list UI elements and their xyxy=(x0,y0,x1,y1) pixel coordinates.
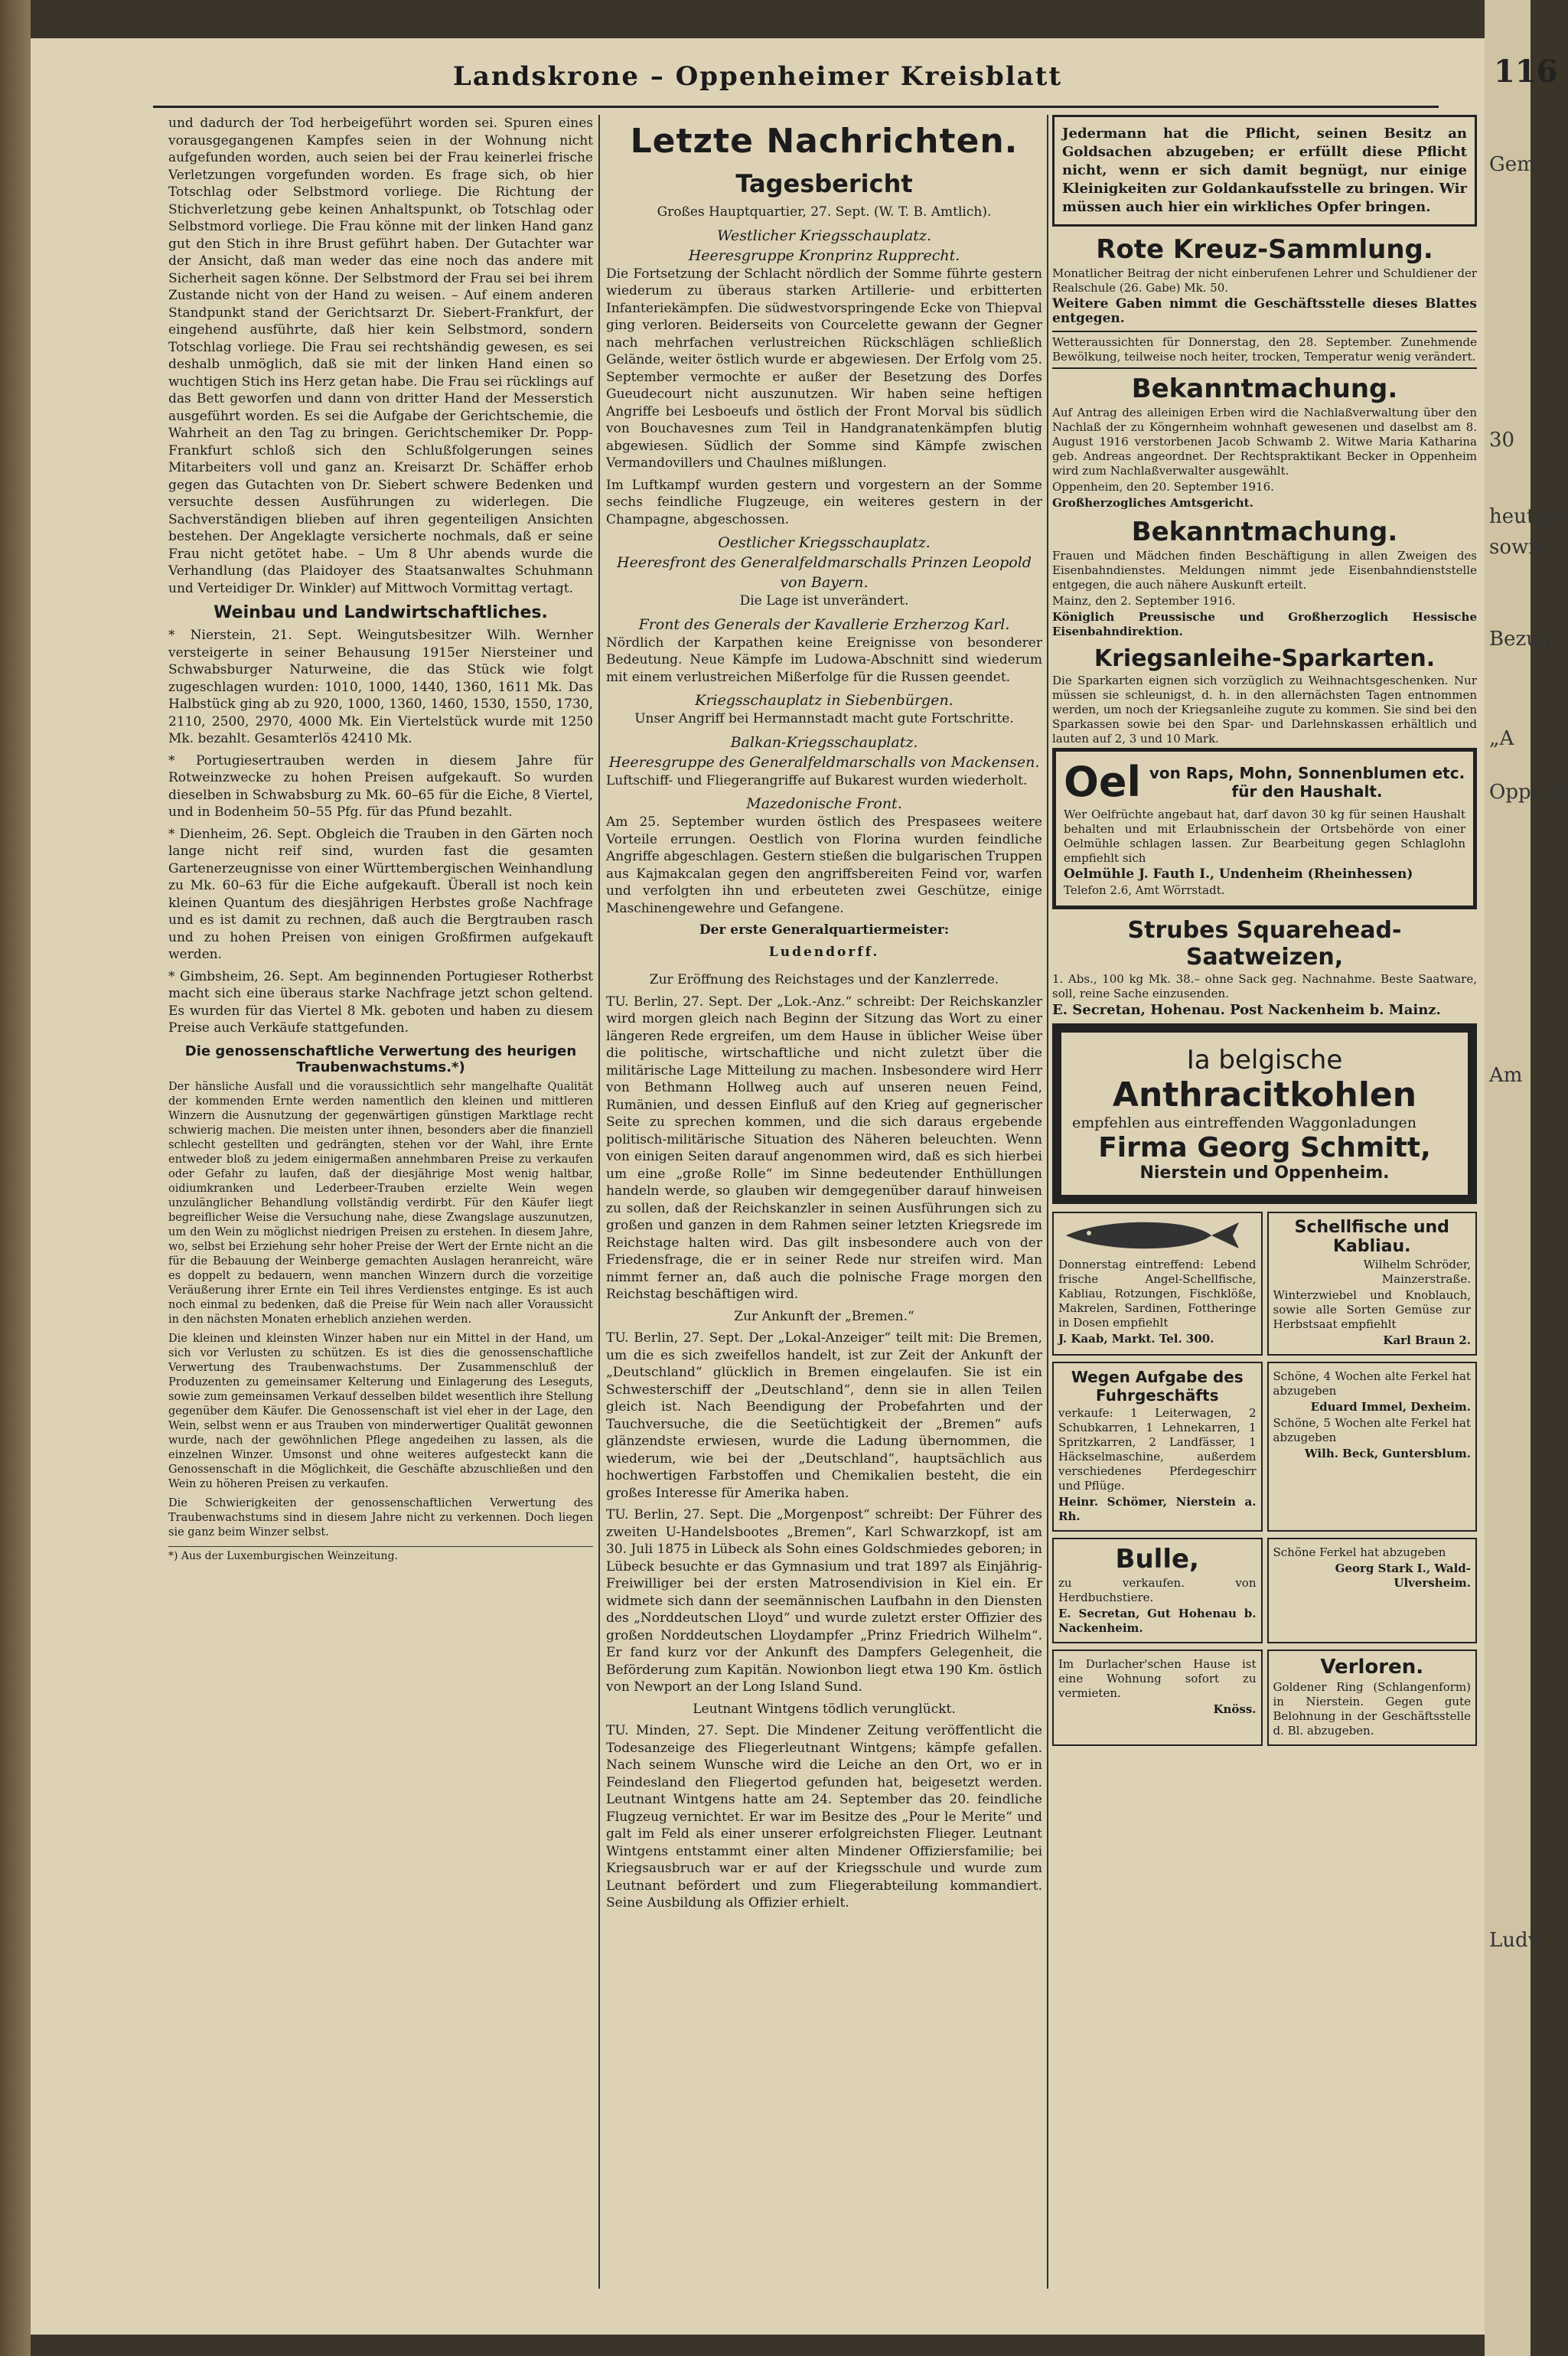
oil-subtitle: von Raps, Mohn, Sonnenblumen etc. für den Haushalt. xyxy=(1149,763,1465,801)
article-text: Die Fortsetzung der Schlacht nördlich der Somme führte gestern wiederum zu überaus starken Artillerie- und erbitterten Infanteriekämpfen. Die südwestvorspringende Ecke von Thiepval ging verloren. Beiderseits von Courcelette gewann der Gegner nach mehrfachen verlustreichen Rückschlägen schließlich Gelände, weiter östlich wurde er abgewiesen. Der Erfolg vom 25. September vermochte er außer der Besetzung des Dorfes Gueudecourt nicht auszunutzen. Wir haben seine heftigen Angriffe bei Lesboeufs und östlich der Front Morval bis südlich von Bouchavesnes zum Teil in Handgranatenkämpfen blutig abgewiesen. Südlich der Somme sind Kämpfe zwischen Vermandovillers und Chaulnes mißlungen. xyxy=(606,266,1042,471)
war-bond-text: Die Sparkarten eignen sich vorzüglich zu Weihnachtsgeschenken. Nur müssen sie schleunigst, d. h. in den allernächsten Tagen entnommen werden, um noch der Kriegsanleihe zugute zu kommen. Sie sind bei den Sparkassen sowie bei den Spar- und Darlehnskassen erhältlich und lauten auf 2, 3 und 10 Mark. xyxy=(1052,674,1477,746)
coal-text: empfehlen aus eintreffenden Waggonladungen xyxy=(1072,1114,1416,1131)
red-cross-title: Rote Kreuz-Sammlung. xyxy=(1096,234,1433,265)
fish2-ad xyxy=(1267,1212,1478,1356)
piglet-ads xyxy=(1267,1362,1478,1532)
subheading: Balkan-Kriegsschauplatz. xyxy=(730,733,918,751)
subheading: Oestlicher Kriegsschauplatz. xyxy=(718,534,931,551)
fish-text: Donnerstag eintreffend: Lebend frische Angel-Schellfische, Kabliau, Rotzungen, Fischklöße, Makrelen, Sardinen, Fottheringe in Dosen empfiehlt xyxy=(1058,1258,1257,1330)
piglet-text: Schöne Ferkel hat abzugeben xyxy=(1273,1545,1446,1559)
sale-title: Wegen Aufgabe des Fuhrgeschäfts xyxy=(1071,1368,1244,1405)
article-text: Nördlich der Karpathen keine Ereignisse von besonderer Bedeutung. Neue Kämpfe im Ludowa-Abschnitt sind wiederum mit einem verlustreichen Mißerfolge für die Russen geendet. xyxy=(606,635,1042,685)
article-heading: Leutnant Wintgens tödlich verunglückt. xyxy=(693,1701,956,1717)
edge-fragment: Bezug xyxy=(1489,628,1552,651)
subheading: Heeresgruppe Kronprinz Rupprecht. xyxy=(688,246,960,264)
report-title: Tagesbericht xyxy=(735,169,913,198)
lost-ad xyxy=(1267,1650,1478,1746)
article-text: TU. Minden, 27. Sept. Die Mindener Zeitung veröffentlicht die Todesanzeige des Fliegerleutnant Wintgens; kämpfe gefallen. Nach seinem Wunsche wird die Leiche an den Ort, wo er in Feindesland den Fliegertod gefunden hat, beigesetzt werden. Leutnant Wintgens hatte am 24. September das 20. feindliche Flugzeug vernichtet. Er war im Besitze des „Pour le Merite“ und galt im Feld als einer unserer erfolgreichsten Flieger. Leutnant Wintgens entstammt einer alten Mindener Offiziersfamilie; bei Kriegsausbruch war er auf der Kriegsschule und wurde zum Leutnant befördert und zum Fliegerabteilung kommandiert. Seine Ausbildung als Offizier erhielt. xyxy=(606,1723,1042,1911)
apartment-firm: Knöss. xyxy=(1213,1702,1257,1716)
gold-appeal-box xyxy=(1052,115,1477,227)
edge-fragment: Am xyxy=(1489,1064,1523,1087)
bull-text: zu verkaufen. von Herdbuchstiere. xyxy=(1058,1576,1257,1604)
oil-firm: Oelmühle J. Fauth I., Undenheim (Rheinhessen) xyxy=(1064,866,1413,882)
piglet-firm: Georg Stark I., Wald-Ulversheim. xyxy=(1335,1561,1471,1590)
article-text: Die kleinen und kleinsten Winzer haben nur ein Mittel in der Hand, um sich vor Verlusten zu schützen. Es ist dies die genossenschaftliche Verwertung des Traubenwachstums. Der Zusammenschluß der Produzenten zu gemeinsamer Kelterung und Einlagerung des Leseguts, sowie zum gemeinsamen Verkauf desselben bildet wesentlich ihre Stellung gegenüber dem Käufer. Die Genossenschaft ist viel eher in der Lage, den Wein, selbst wenn er aus Trauben von minderwertiger Qualität gewonnen wurde, nach der gewöhnlichen Pflege angedeihen zu lassen, als die einzelnen Winzer. Umsonst und ohne weiteres aufgesteckt kann die Genossenschaft in die Möglichkeit, die Geschäfte abzuschließen und den Wein zu höheren Preisen zu verkaufen. xyxy=(168,1332,593,1490)
edge-fragment: sowie xyxy=(1489,536,1547,559)
masthead-rule xyxy=(153,106,1439,108)
war-bond-title: Kriegsanleihe-Sparkarten. xyxy=(1094,645,1436,672)
article-text: Unser Angriff bei Hermannstadt macht gute Fortschritte. xyxy=(634,711,1014,726)
section-heading: Weinbau und Landwirtschaftliches. xyxy=(214,603,548,622)
notice-signature: Königlich Preussische und Großherzoglich Hessische Eisenbahndirektion. xyxy=(1052,610,1477,638)
bull-title: Bulle, xyxy=(1115,1544,1199,1574)
sale-text: verkaufe: 1 Leiterwagen, 2 Schubkarren, 1 Lehnekarren, 1 Spritzkarren, 2 Landfässer, 1 Häckselmaschine, außerdem verschiedenes Pferdegeschirr und Pflüge. xyxy=(1058,1406,1257,1493)
oil-title: Oel xyxy=(1064,758,1142,806)
oil-phone: Telefon 2.6, Amt Wörrstadt. xyxy=(1064,883,1225,897)
fish2-firm: Wilhelm Schröder, Mainzerstraße. xyxy=(1363,1258,1471,1286)
piglet-text: Schöne, 5 Wochen alte Ferkel hat abzugeben xyxy=(1273,1416,1471,1444)
article-text: Der hänsliche Ausfall und die voraussichtlich sehr mangelhafte Qualität der kommenden Ernte werden namentlich den kleinen und mittleren Winzern die Ausnutzung der gegenwärtigen günstigen Marktlage recht schwierig machen. Die meisten unter ihnen, besonders aber die finanziell schlecht gestellten und gedrängten, stehen vor der Wahl, ihre Ernte entweder bloß zu jedem einigermaßen annehmbaren Preise zu verkaufen oder Gefahr zu laufen, daß der diesjährige Most wenig haltbar, oidiumkranken und Lederbeer-Trauben erzielte Wein wegen unzulänglicher Behandlung vollständig verdirbt. Für den Käufer liegt begreiflicher Weise die Versuchung nahe, diese Zwangslage auszunutzen, um den Wein zu möglichst niedrigen Preisen zu erstehen. In diesem Jahre, wo, selbst bei Erziehung sehr hoher Preise der Wert der Ernte nicht an die für die Bebauung der Weinberge gemachten Auslagen heranreicht, wäre es doppelt zu bedauern, wenn manchen Winzern durch die vorzeitige Veräußerung ihrer Ernte ein Teil ihres Verdienstes entginge. Es ist auch noch einmal zu bedenken, daß die Preise für Wein nach aller Voraussicht in den nächsten Monaten erheblich anziehen werden. xyxy=(168,1080,593,1326)
notice-title: Bekanntmachung. xyxy=(1131,517,1398,547)
dateline: Großes Hauptquartier, 27. Sept. (W. T. B. Amtlich). xyxy=(657,204,992,220)
article-text: Luftschiff- und Fliegerangriffe auf Bukarest wurden wiederholt. xyxy=(606,772,1028,788)
notice-date: Oppenheim, den 20. September 1916. xyxy=(1052,480,1274,494)
winter-firm: Karl Braun 2. xyxy=(1383,1333,1471,1347)
edge-fragment: 30 xyxy=(1489,429,1515,452)
sale-ad xyxy=(1052,1362,1263,1532)
notice-date: Mainz, den 2. September 1916. xyxy=(1052,594,1236,608)
lost-text: Goldener Ring (Schlangenform) in Nierstein. Gegen gute Belohnung in der Geschäftsstelle d. Bl. abzugeben. xyxy=(1273,1680,1471,1738)
coal-firm: Firma Georg Schmitt, xyxy=(1098,1132,1431,1163)
article-text: Im Luftkampf wurden gestern und vorgestern an der Somme sechs feindliche Flugzeuge, ein weiteres gestern in der Champagne, abgeschossen. xyxy=(606,477,1042,527)
apartment-ad xyxy=(1052,1650,1263,1746)
small-ads-row xyxy=(1052,1650,1477,1752)
piglet-firm: Wilh. Beck, Guntersblum. xyxy=(1304,1447,1471,1460)
apartment-text: Im Durlacher'schen Hause ist eine Wohnung sofort zu vermieten. xyxy=(1058,1657,1257,1700)
subheading: Kriegsschauplatz in Siebenbürgen. xyxy=(695,692,954,709)
small-ads-row xyxy=(1052,1538,1477,1650)
red-cross-more: Weitere Gaben nimmt die Geschäftsstelle dieses Blattes entgegen. xyxy=(1052,296,1477,326)
newspaper-page xyxy=(31,38,1485,2335)
edge-fragment: heutige xyxy=(1489,505,1566,528)
article-heading: Zur Eröffnung des Reichstages und der Kanzlerrede. xyxy=(649,972,999,987)
footnote: *) Aus der Luxemburgischen Weinzeitung. xyxy=(168,1546,593,1562)
small-ads-row xyxy=(1052,1362,1477,1538)
subheading: Westlicher Kriegsschauplatz. xyxy=(717,227,931,244)
column-2 xyxy=(606,115,1042,2304)
notice-text: Auf Antrag des alleinigen Erben wird die Nachlaßverwaltung über den Nachlaß der zu Köngernheim wohnhaft gewesenen und daselbst am 8. August 1916 verstorbenen Jacob Schwamb 2. Witwe Maria Katharina geb. Andreas angeordnet. Der Rechtspraktikant Becker in Oppenheim wird zum Nachlaßverwalter ausgewählt. xyxy=(1052,406,1477,478)
seed-firm: E. Secretan, Hohenau. Post Nackenheim b. Mainz. xyxy=(1052,1002,1441,1018)
article-text: Die Lage ist unverändert. xyxy=(739,593,909,609)
article-text: * Dienheim, 26. Sept. Obgleich die Trauben in den Gärten noch lange nicht reif sind, wurden fast die gesamten Gartenerzeugnisse von einer Württembergischen Weinhandlung zu Mk. 60–63 für die Eiche aufgekauft. Überall ist noch kein kleinen Quantum des diesjährigen Herbstes große Nachfrage und es ist damit zu rechnen, daß auch die Bergtrauben rasch und zu hohen Preisen von einigen Großfirmen aufgekauft werden. xyxy=(168,826,593,962)
masthead: Landskrone – Oppenheimer Kreisblatt xyxy=(452,61,1063,92)
article-text: TU. Berlin, 27. Sept. Die „Morgenpost“ schreibt: Der Führer des zweiten U-Handelsbootes „Bremen“, Karl Schwarzkopf, ist am 30. Juli 1875 in Lübeck als Sohn eines Goldschmiedes geboren; in Lübeck besuchte er das Gymnasium und trat 1897 als Einjährig-Freiwilliger bei der ersten Matrosendivision in Kiel ein. Er widmete sich dann der seemännischen Laufbahn in den Diensten des „Norddeutschen Lloyd“ und wurde zuletzt erster Offizier des großen Norddeutschen Lloydampfer „Prinz Friedrich Wilhelm“. Er fand kurz vor der Ankunft des Dampfers Gelegenheit, die Beförderung zum Kapitän. Nowionbon liegt etwa 190 Km. östlich von Newport an der Long Island Sund. xyxy=(606,1507,1042,1695)
article-text: * Portugiesertrauben werden in diesem Jahre für Rotweinzwecke zu hohen Preisen aufgekauft. So wurden dieselben in Schwabsburg zu Mk. 60–65 für die Eiche, 8 Viertel, und in Bodenheim 50–55 Pfg. für das Pfund bezahlt. xyxy=(168,752,593,820)
coal-grade: Ia belgische xyxy=(1186,1045,1343,1075)
bull-firm: E. Secretan, Gut Hohenau b. Nackenheim. xyxy=(1058,1607,1257,1635)
article-text: TU. Berlin, 27. Sept. Der „Lokal-Anzeiger“ teilt mit: Die Bremen, um die es sich zweifellos handelt, ist zur Zeit der Ankunft der „Deutschland“ glücklich in Bremen eingelaufen. Sie ist ein Schwesterschiff der „Deutschland“, denn sie in allen Teilen gleich ist. Nach Beendigung der Probefahrten und der Tauchversuche, die die Seetüchtigkeit der „Bremen“ aufs glänzendste erwiesen, wurde die Ladung übernommen, die wiederum, wie bei der „Deutschland“, hauptsächlich aus hochwertigen Farbstoffen und Chemikalien besteht, die ein großes Interesse für Amerika haben. xyxy=(606,1330,1042,1501)
seed-text: 1. Abs., 100 kg Mk. 38.– ohne Sack geg. Nachnahme. Beste Saatware, soll, reine Sache einzusenden. xyxy=(1052,972,1477,1000)
notice-title: Bekanntmachung. xyxy=(1131,374,1398,404)
article-text: Die Schwierigkeiten der genossenschaftlichen Verwertung des Traubenwachstums sind in diesem Jahre nicht zu verkennen. Doch liegen sie ganz beim Winzer selbst. xyxy=(168,1496,593,1539)
fish-ad xyxy=(1052,1212,1263,1356)
column-divider xyxy=(1047,115,1048,2289)
article-text: TU. Berlin, 27. Sept. Der „Lok.-Anz.“ schreibt: Der Reichskanzler wird morgen gleich nach Beginn der Sitzung das Wort zu einer längeren Rede ergreifen, um dem Hause in üblicher Weise über die politische, wirtschaftliche und nicht zuletzt über die militärische Lage Mitteilung zu machen. Insbesondere wird Herr von Bethmann Hollweg auch auf unseren neuen Feind, Rumänien, und dessen Einfluß auf den Krieg auf gegnerischer Seite zu sprechen kommen, und die sich daraus ergebende politisch-militärische Situation des Näheren beleuchten. Wenn von einigen Seiten darauf angenommen wird, daß es sich hierbei um eine „große Rolle“ im Sinne bedeutender Enthüllungen handeln werde, so glauben wir demgegenüber darauf hinweisen zu sollen, daß der Reichskanzler in seinen Ausführungen sich zu großen und ganzen in dem Rahmen seiner letzten Kriegsrede im Reichstage halten wird. Das gilt insbesondere auch von der Friedensfrage, die er in seiner Rede nur streifen wird. Man nimmt ferner an, daß auch die polnische Frage morgen den Reichstag beschäftigen wird. xyxy=(606,994,1042,1302)
coal-ad xyxy=(1052,1023,1477,1204)
subheading: Heeresfront des Generalfeldmarschalls Prinzen Leopold von Bayern. xyxy=(617,554,1032,591)
article-text: und dadurch der Tod herbeigeführt worden sei. Spuren eines vorausgegangenen Kampfes seien in der Wohnung nicht aufgefunden worden, auch seien bei der Frau keinerlei frische Verletzungen vorgefunden worden. Es frage sich, ob hier Totschlag oder Selbstmord vorliege. Die Richtung der Stichverletzung gebe keinen Anhaltspunkt, ob Totschlag oder Selbstmord vorliege. Die Frau könne mit der linken Hand ganz gut den Stich in ihre Brust geführt haben. Der Gutachter war der Ansicht, daß man weder das eine noch das andere mit Sicherheit sagen könne. Der Selbstmord der Frau sei bei ihrem Zustande nicht von der Hand zu weisen. – Auf einem anderen Standpunkt stand der Gerichtsarzt Dr. Siebert-Frankfurt, der eingehend ausführte, daß hier kein Selbstmord, sondern Totschlag vorliege. Die Frau sei rechtshändig gewesen, es sei deshalb unmöglich, daß sie mit der linken Hand einen so wuchtigen Stich ins Herz getan habe. Die Frau sei rücklings auf das Bett geworfen und dann von dritter Hand der Messerstich ausgeführt worden. Es sei die Aufgabe der Gerichtschemie, die Wahrheit an den Tag zu bringen. Gerichtschemiker Dr. Popp-Frankfurt schloß sich den Schlußfolgerungen seines Mitarbeiters voll und ganz an. Kreisarzt Dr. Schäffer erhob gegen das Gutachten von Dr. Siebert schwere Bedenken und versuchte dessen Ausführungen zu widerlegen. Die Sachverständigen blieben auf ihren gegenteiligen Ansichten bestehen. Der Angeklagte versicherte nochmals, daß er seine Frau nicht getötet habe. – Um 8 Uhr abends wurde die Verhandlung (das Plaidoyer des Staatsanwaltes Schuhmann und Verteidiger Dr. Winkler) auf Mittwoch Vormittag vertagt. xyxy=(168,116,593,596)
seed-title: Strubes Squarehead-Saatweizen, xyxy=(1127,917,1402,971)
edge-fragment: Oppenh xyxy=(1489,781,1568,804)
signature-name: Ludendorff. xyxy=(768,944,880,960)
column-1 xyxy=(168,115,593,2304)
coal-place: Nierstein und Oppenheim. xyxy=(1139,1163,1390,1183)
oil-ad xyxy=(1052,748,1477,909)
column-divider xyxy=(598,115,600,2289)
fish-firm: J. Kaab, Markt. Tel. 300. xyxy=(1058,1332,1214,1346)
oil-text: Wer Oelfrüchte angebaut hat, darf davon 30 kg für seinen Haushalt behalten und mit Erlaubnisschein der Ortsbehörde von einer Oelmühle schlagen lassen. Zur Bearbeitung gegen Schlaglohn empfiehlt sich xyxy=(1064,808,1465,865)
piglet3-ad xyxy=(1267,1538,1478,1643)
edge-fragment: Ludw xyxy=(1489,1929,1545,1952)
signature-line: Der erste Generalquartiermeister: xyxy=(699,922,950,938)
fish-icon xyxy=(1058,1218,1242,1253)
fish2-title: Schellfische und Kabliau. xyxy=(1294,1218,1449,1256)
subheading: Mazedonische Front. xyxy=(746,795,902,812)
news-title: Letzte Nachrichten. xyxy=(630,122,1019,161)
subheading: Heeresgruppe des Generalfeldmarschalls von Mackensen. xyxy=(608,753,1040,771)
notice-text: Frauen und Mädchen finden Beschäftigung in allen Zweigen des Eisenbahndienstes. Meldungen nimmt jede Eisenbahndienststelle entgegen, die auch nähere Auskunft erteilt. xyxy=(1052,549,1477,592)
article-text: Am 25. September wurden östlich des Prespasees weitere Vorteile errungen. Oestlich von Florina wurden feindliche Angriffe abgeschlagen. Gestern stießen die bulgarischen Truppen aus Kajmakcalan gegen den angriffsbereiten Feind vor, warfen und verfolgten ihn und erbeuteten zwei Geschütze, einige Maschinengewehre und Gefangene. xyxy=(606,814,1042,916)
page-number: 116 xyxy=(1494,54,1558,90)
article-text: * Nierstein, 21. Sept. Weingutsbesitzer Wilh. Wernher versteigerte in seiner Behausung 1915er Niersteiner und Schwabsburger Naturweine, die das Stück wie folgt zugeschlagen wurden: 1010, 1000, 1440, 1360, 1611 Mk. Das Halbstück ging ab zu 920, 1000, 1360, 1460, 1530, 1550, 1730, 2110, 2500, 2970, 4000 Mk. Ein Viertelstück wurde mit 1250 Mk. bezahlt. Gesamterlös 42410 Mk. xyxy=(168,628,593,746)
adjacent-page-edge xyxy=(1485,0,1568,2356)
red-cross-text: Monatlicher Beitrag der nicht einberufenen Lehrer und Schuldiener der Realschule (26. Gabe) Mk. 50. xyxy=(1052,266,1477,295)
coal-title: Anthracitkohlen xyxy=(1112,1075,1417,1114)
article-heading: Zur Ankunft der „Bremen.“ xyxy=(734,1308,914,1324)
winter-text: Winterzwiebel und Knoblauch, sowie alle Sorten Gemüse zur Herbstsaat empfiehlt xyxy=(1273,1288,1471,1331)
piglet-firm: Eduard Immel, Dexheim. xyxy=(1310,1400,1471,1414)
small-ads-row xyxy=(1052,1212,1477,1362)
column-3 xyxy=(1052,115,1477,2304)
article-text: * Gimbsheim, 26. Sept. Am beginnenden Portugieser Rotherbst macht sich eine überaus starke Nachfrage jetzt schon geltend. Es wurden für das Viertel 8 Mk. geboten und haben zu diesem Preise auch Verkäufe stattgefunden. xyxy=(168,968,593,1036)
lost-title: Verloren. xyxy=(1320,1656,1424,1679)
gold-appeal-text: Jedermann hat die Pflicht, seinen Besitz an Goldsachen abzugeben; er erfüllt diese Pflicht nicht, wenn er sich damit begnügt, nur einige Kleinigkeiten zur Goldankaufsstelle zu bringen. Wir müssen auch hier ein wirkliches Opfer bringen. xyxy=(1062,126,1467,215)
edge-fragment: „A xyxy=(1489,727,1514,750)
edge-fragment: Gem... xyxy=(1489,153,1555,176)
weather-forecast: Wetteraussichten für Donnerstag, den 28. September. Zunehmende Bewölkung, teilweise noch heiter, trocken, Temperatur wenig verändert. xyxy=(1052,331,1477,369)
sale-firm: Heinr. Schömer, Nierstein a. Rh. xyxy=(1058,1495,1257,1523)
bull-ad xyxy=(1052,1538,1263,1643)
book-binding xyxy=(0,0,31,2356)
section-heading: Die genossenschaftliche Verwertung des heurigen Traubenwachstums.*) xyxy=(184,1043,577,1075)
subheading: Front des Generals der Kavallerie Erzherzog Karl. xyxy=(638,615,1010,633)
notice-signature: Großherzogliches Amtsgericht. xyxy=(1052,496,1253,510)
piglet-text: Schöne, 4 Wochen alte Ferkel hat abzugeben xyxy=(1273,1369,1471,1398)
